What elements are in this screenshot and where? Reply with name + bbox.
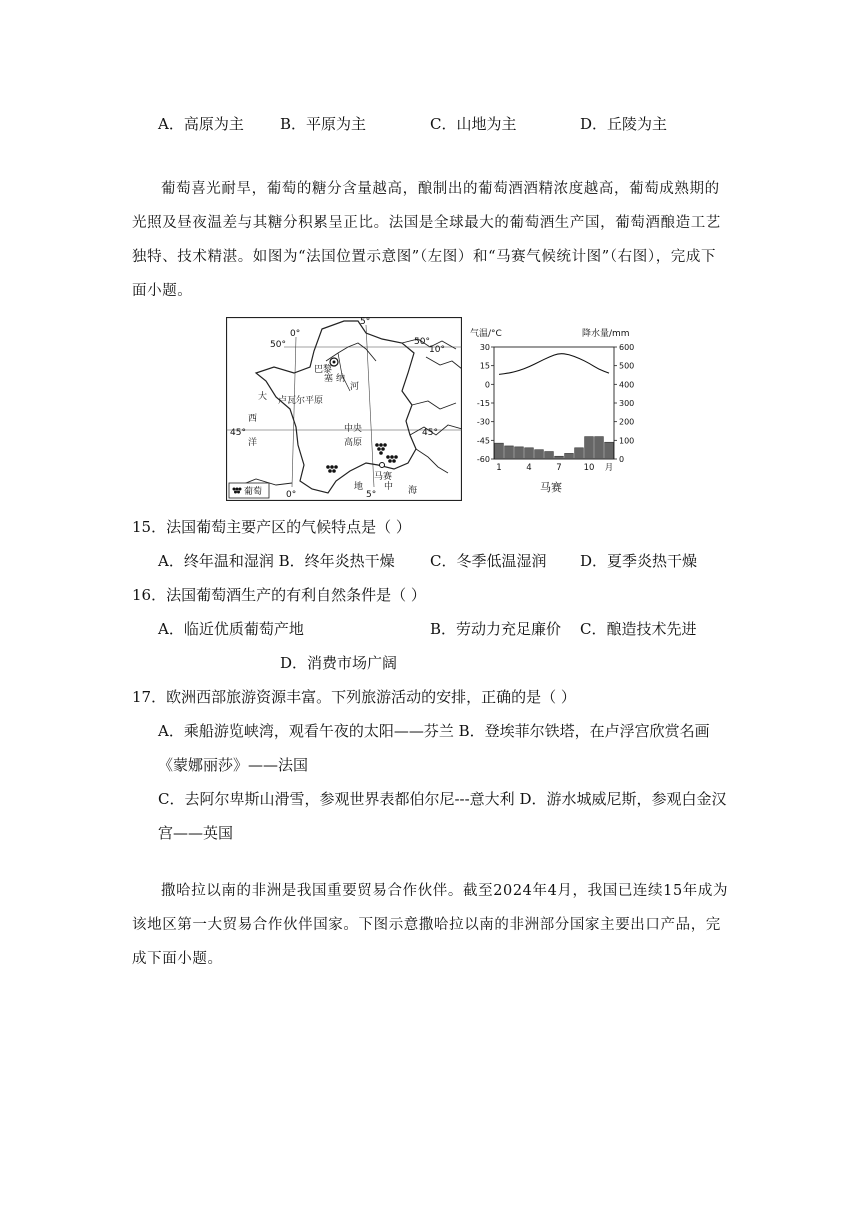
q16-stem: 16．法国葡萄酒生产的有利自然条件是（ ） [132, 586, 426, 604]
left-tick-label: 15 [479, 361, 490, 371]
right-tick-label: 200 [619, 417, 635, 427]
temperature-line [499, 354, 609, 375]
right-tick-label: 400 [619, 380, 635, 390]
label-paris: 巴黎 [314, 365, 333, 375]
right-axis-title: 降水量/mm [582, 329, 630, 339]
x-tick-label: 月 [604, 463, 614, 473]
label-med-1: 地 [354, 482, 364, 492]
q16-option-c: C．酿造技术先进 [580, 620, 697, 638]
precip-bar [595, 437, 604, 459]
left-tick-label: 0 [484, 380, 490, 390]
q14-option-d: D．丘陵为主 [580, 115, 668, 133]
q17-option-d-cont: 宫——英国 [158, 824, 234, 842]
q16-option-d: D．消费市场广阔 [280, 654, 398, 672]
label-atlantic-3: 洋 [248, 438, 258, 448]
label-central-1: 中央 [344, 424, 363, 434]
label-lat45-right: 45° [422, 428, 438, 438]
q15-option-ab: A．终年温和湿润 B．终年炎热干燥 [158, 552, 395, 570]
precip-bar [575, 448, 584, 459]
label-lat50-right: 50° [414, 337, 430, 347]
right-tick-label: 500 [619, 361, 635, 371]
q14-option-b: B．平原为主 [280, 115, 367, 133]
precip-bar [505, 446, 514, 459]
label-lat50-left: 50° [270, 340, 286, 350]
label-seine-3: 河 [350, 382, 360, 392]
q14-option-a: A．高原为主 [158, 115, 244, 133]
precip-bar [605, 442, 614, 459]
label-central-2: 高原 [344, 438, 363, 448]
precip-bar [545, 452, 554, 459]
x-tick-label: 10 [583, 463, 595, 473]
q15-stem: 15．法国葡萄主要产区的气候特点是（ ） [132, 518, 411, 536]
q16-option-b: B．劳动力充足廉价 [430, 620, 562, 638]
label-med-3: 海 [408, 486, 418, 496]
passage-africa: 撒哈拉以南的非洲是我国重要贸易合作伙伴。截至2024年4月，我国已连续15年成为该地区第一大贸易合作伙伴国家。下图示意撒哈拉以南的非洲部分国家主要出口产品，完成下面小题。 [132, 883, 729, 967]
q17-options-ab: A．乘船游览峡湾，观看午夜的太阳——芬兰 B．登埃菲尔铁塔，在卢浮宫欣赏名画 [158, 722, 710, 740]
label-lon5-top: 5° [360, 317, 371, 327]
label-loire-plain: 卢瓦尔平原 [278, 396, 324, 406]
precip-bar [495, 443, 504, 459]
chart-title: 马赛 [540, 481, 562, 494]
label-lon0-bottom: 0° [286, 490, 297, 500]
q15-option-d: D．夏季炎热干燥 [580, 552, 698, 570]
right-tick-label: 0 [619, 455, 625, 464]
precip-bar [565, 453, 574, 459]
q15-option-c: C．冬季低温湿润 [430, 552, 547, 570]
marseille-climate-chart [470, 325, 640, 497]
left-tick-label: -60 [476, 455, 490, 464]
q16-option-a: A．临近优质葡萄产地 [158, 620, 304, 638]
x-tick-label: 4 [526, 463, 532, 473]
x-tick-label: 1 [496, 463, 502, 473]
left-tick-label: -15 [476, 399, 490, 408]
q17-options-cd: C．去阿尔卑斯山滑雪，参观世界表都伯尔尼---意大利 D．游水城威尼斯，参观白金汉 [158, 790, 727, 808]
france-map [226, 317, 462, 501]
label-med-2: 中 [384, 482, 394, 492]
left-tick-label: 30 [479, 343, 490, 352]
left-tick-label: -30 [476, 417, 490, 427]
label-seine-1: 塞 [324, 374, 334, 384]
x-tick-label: 7 [556, 463, 562, 473]
q17-option-b-cont: 《蒙娜丽莎》——法国 [158, 756, 309, 774]
label-seine-2: 纳 [336, 374, 346, 384]
label-lon0-top: 0° [290, 329, 301, 339]
label-lon10: 10° [429, 345, 445, 355]
right-tick-label: 600 [619, 343, 635, 352]
precip-bar [535, 450, 544, 459]
precip-bar [585, 437, 594, 459]
label-atlantic-1: 大 [258, 392, 268, 402]
right-tick-label: 100 [619, 436, 635, 446]
marseille-marker [380, 463, 385, 468]
precip-bar [515, 447, 524, 459]
left-tick-label: -45 [476, 436, 490, 446]
label-atlantic-2: 西 [248, 414, 258, 424]
legend-label: 葡萄 [244, 487, 263, 497]
label-lat45-left: 45° [230, 428, 246, 438]
precip-bar [555, 456, 564, 459]
label-marseille: 马赛 [374, 472, 393, 482]
q17-stem: 17．欧洲西部旅游资源丰富。下列旅游活动的安排，正确的是（ ） [132, 688, 576, 706]
label-lon5-bottom: 5° [366, 490, 377, 500]
q14-option-c: C．山地为主 [430, 115, 517, 133]
passage-grapes: 葡萄喜光耐旱，葡萄的糖分含量越高，酿制出的葡萄酒酒精浓度越高，葡萄成熟期的光照及昼夜温差与其糖分积累呈正比。法国是全球最大的葡萄酒生产国，葡萄酒酿造工艺独特、技术精湛。如图为“法国位置示意图”（左图）和“马赛气候统计图”（右图），完成下面小题。 [132, 181, 721, 299]
right-tick-label: 300 [619, 399, 635, 408]
precip-bar [525, 448, 534, 459]
left-axis-title: 气温/°C [470, 329, 502, 339]
